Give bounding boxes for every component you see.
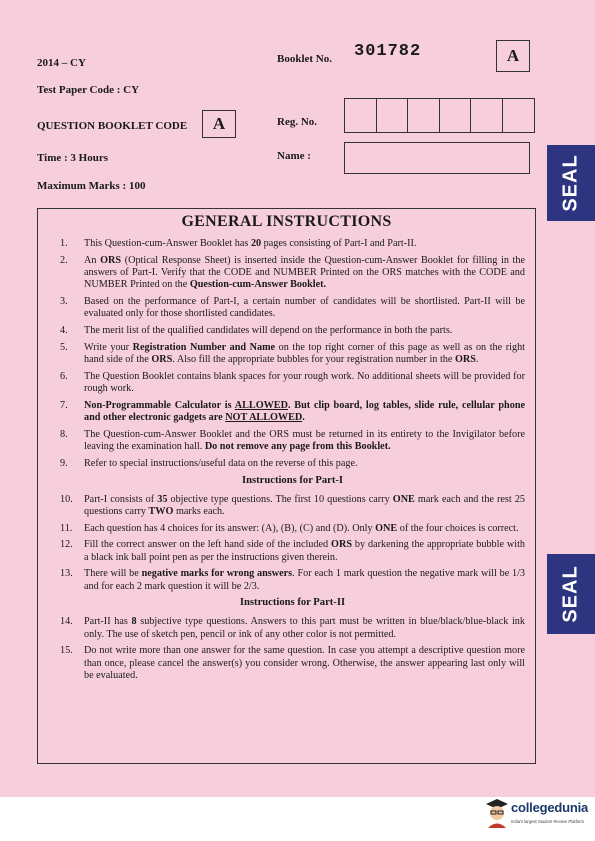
booklet-number: 301782 [354, 42, 422, 61]
seal-label: SEAL [559, 565, 582, 623]
instruction-item: 10. Part-I consists of 35 objective type questions. The first 10 questions carry ONE mark each and the rest 25 questions carry TWO marks each. [60, 493, 526, 517]
seal-tab-bottom [547, 554, 595, 634]
instruction-item: 11. Each question has 4 choices for its answer: (A), (B), (C) and (D). Only ONE of the four choices is correct. [60, 522, 519, 534]
instruction-item: 3. Based on the performance of Part-I, a certain number of candidates will be shortlisted. Part-II will be evaluated only for those shortlisted candidates. [60, 296, 525, 320]
reg-no-label: Reg. No. [277, 116, 318, 128]
instruction-item: 6. The Question Booklet contains blank spaces for your rough work. No additional sheets will be provided for rough work. [60, 370, 525, 394]
instruction-item: 4. The merit list of the qualified candidates will depend on the performance in both the parts. [60, 325, 453, 336]
reg-no-cell[interactable] [471, 99, 503, 132]
reg-no-cell[interactable] [408, 99, 440, 132]
seal-label: SEAL [559, 154, 582, 212]
reg-no-cell[interactable] [440, 99, 472, 132]
time-allowed: Time : 3 Hours [37, 152, 108, 164]
instructions-title: GENERAL INSTRUCTIONS [181, 213, 392, 230]
instruction-item: 14. Part-II has 8 subjective type questions. Answers to this part must be written in blue/black/blue-black ink only. The use of sketch pen, pencil or ink of any other color is not permitted. [60, 616, 525, 640]
reg-no-cell[interactable] [345, 99, 377, 132]
brand-tagline: India's largest Student Review Platform [511, 819, 584, 824]
instruction-item: 2. An ORS (Optical Response Sheet) is inserted inside the Question-cum-Answer Booklet for filling in the answers of Part-I. Verify that the CODE and NUMBER Printed on the ORS matches with the CODE and NUMBER Printed on the Question-cum-Answer Booklet. [60, 254, 526, 291]
booklet-no-label: Booklet No. [277, 53, 332, 65]
instruction-item: 9. Refer to special instructions/useful data on the reverse of this page. [60, 457, 358, 469]
instruction-item: 8. The Question-cum-Answer Booklet and the ORS must be returned in its entirety to the Invigilator before leaving the examination hall. Do not remove any page from this Booklet. [60, 428, 525, 452]
brand-name: collegedunia [511, 800, 589, 815]
instruction-item: 13. There will be negative marks for wrong answers. For each 1 mark question the negative mark will be 1/3 and for each 2 mark question it will be 2/3. [60, 568, 526, 592]
instruction-item: 1. This Question-cum-Answer Booklet has 20 pages consisting of Part-I and Part-II. [60, 238, 417, 249]
instruction-item: 15. Do not write more than one answer for the same question. In case you attempt a descriptive question more than once, please cancel the answer(s) you consider wrong. Otherwise, the answer appearing last only will be evaluated. [60, 645, 525, 681]
name-label: Name : [277, 150, 311, 162]
student-avatar-icon [483, 797, 511, 829]
instructions-box [37, 208, 536, 764]
part2-heading: Instructions for Part-II [239, 597, 346, 609]
seal-tab-top [547, 145, 595, 221]
part1-heading: Instructions for Part-I [241, 474, 344, 486]
instruction-item: 12. Fill the correct answer on the left hand side of the included ORS by darkening the appropriate bubble with a black ink ball point pen as per the instructions given therein. [60, 539, 526, 563]
name-field[interactable] [344, 142, 530, 174]
reg-no-field[interactable] [344, 98, 535, 133]
maximum-marks: Maximum Marks : 100 [37, 180, 146, 192]
reg-no-cell[interactable] [503, 99, 535, 132]
paper-year-code: 2014 – CY [37, 57, 86, 69]
reg-no-cell[interactable] [377, 99, 409, 132]
instruction-item: 7. Non-Programmable Calculator is ALLOWED. But clip board, log tables, slide rule, cellular phone and other electronic gadgets are NOT ALLOWED. [60, 399, 526, 423]
booklet-letter-box: A [496, 40, 530, 72]
question-booklet-code-box: A [202, 110, 236, 138]
instruction-item: 5. Write your Registration Number and Name on the top right corner of this page as well as on the right hand side of the ORS. Also fill the appropriate bubbles for your registration number in the ORS. [60, 341, 525, 365]
collegedunia-watermark[interactable] [481, 795, 589, 835]
test-paper-code: Test Paper Code : CY [37, 84, 140, 96]
question-booklet-code-label: QUESTION BOOKLET CODE [37, 120, 188, 132]
instructions-list [60, 238, 525, 687]
